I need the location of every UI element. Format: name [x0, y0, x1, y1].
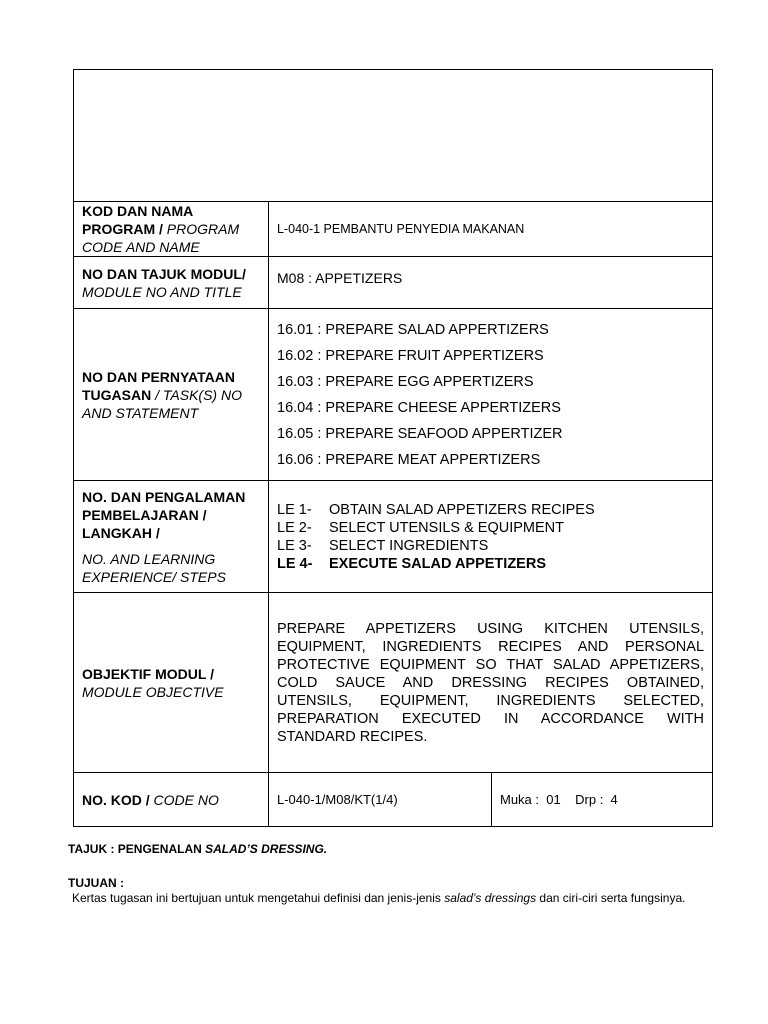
learning-row [74, 481, 713, 593]
tajuk-prefix: TAJUK : PENGENALAN [68, 842, 206, 856]
tasks-label-italic: / TASK(S) NO AND STATEMENT [82, 386, 242, 421]
page-number: Muka : 01 Drp : 4 [492, 773, 713, 827]
step-no: LE 4- [277, 555, 313, 572]
module-value: M08 : APPETIZERS [269, 257, 713, 309]
step-text: SELECT UTENSILS & EQUIPMENT [329, 519, 565, 536]
tujuan-heading: TUJUAN : [68, 876, 124, 890]
program-row [74, 202, 713, 257]
learning-step [277, 519, 704, 537]
tasks-label-bold: NO DAN PERNYATAAN TUGASAN [82, 368, 235, 403]
module-label-italic: MODULE NO AND TITLE [82, 283, 242, 300]
blank-header-row [74, 70, 713, 202]
learning-label-bold-2: LANGKAH / [82, 524, 160, 541]
objective-value: PREPARE APPETIZERS USING KITCHEN UTENSILS, EQUIPMENT, INGREDIENTS RECIPES AND PERSONAL PROTECTIVE EQUIPMENT SO THAT SALAD APPETIZERS, COLD SAUCE AND DRESSING RECIPES OBTAINED, UTENSILS, EQUIPMENT, INGREDIENTS SELECTED, PREPARATION EXECUTED IN ACCORDANCE WITH STANDARD RECIPES. [269, 593, 713, 773]
program-value: L-040-1 PEMBANTU PENYEDIA MAKANAN [269, 202, 713, 257]
task-item: 16.03 : PREPARE EGG APPERTIZERS [277, 373, 534, 390]
program-label [74, 202, 269, 257]
tajuk-italic: SALAD’S DRESSING. [205, 842, 328, 856]
step-text: EXECUTE SALAD APPETIZERS [329, 555, 546, 572]
program-label-italic: PROGRAM CODE AND NAME [82, 221, 240, 255]
module-label-bold: NO DAN TAJUK MODUL/ [82, 265, 246, 282]
tasks-row [74, 309, 713, 481]
code-value: L-040-1/M08/KT(1/4) [269, 773, 492, 827]
module-label [74, 257, 269, 309]
step-no: LE 3- [277, 537, 312, 554]
task-item: 16.06 : PREPARE MEAT APPERTIZERS [277, 451, 541, 468]
step-text: OBTAIN SALAD APPETIZERS RECIPES [329, 501, 595, 518]
task-item: 16.02 : PREPARE FRUIT APPERTIZERS [277, 347, 544, 364]
learning-step [277, 537, 704, 555]
task-item: 16.04 : PREPARE CHEESE APPERTIZERS [277, 399, 561, 416]
task-item: 16.01 : PREPARE SALAD APPERTIZERS [277, 321, 549, 338]
code-label-italic: CODE NO [149, 791, 219, 808]
learning-label [74, 481, 269, 593]
tujuan-text-before: Kertas tugasan ini bertujuan untuk mengetahui definisi dan jenis-jenis [72, 891, 445, 905]
learning-label-bold: NO. DAN PENGALAMAN PEMBELAJARAN / [82, 488, 246, 523]
learning-steps [269, 481, 713, 593]
objective-label-bold: OBJEKTIF MODUL / [82, 665, 214, 682]
tujuan-text-italic: salad’s dressings [444, 891, 537, 905]
tasks-label [74, 309, 269, 481]
step-no: LE 1- [277, 501, 312, 518]
learning-step [277, 501, 704, 519]
tajuk-heading [68, 841, 327, 857]
learning-step-current [277, 555, 704, 573]
code-label-bold: NO. KOD / [82, 791, 150, 808]
objective-row [74, 593, 713, 773]
objective-label-italic: MODULE OBJECTIVE [82, 683, 224, 700]
task-item: 16.05 : PREPARE SEAFOOD APPERTIZER [277, 425, 563, 442]
objective-label [74, 593, 269, 773]
tujuan-text-after: dan ciri-ciri serta fungsinya. [536, 891, 686, 905]
step-text: SELECT INGREDIENTS [329, 537, 489, 554]
blank-header-cell [74, 70, 713, 202]
module-info-table [73, 69, 713, 827]
program-label-bold: KOD DAN NAMA PROGRAM / [82, 203, 193, 237]
module-row [74, 257, 713, 309]
step-no: LE 2- [277, 519, 312, 536]
code-label [74, 773, 269, 827]
learning-label-italic: NO. AND LEARNING EXPERIENCE/ STEPS [82, 550, 226, 585]
tasks-list [269, 309, 713, 481]
tujuan-text [72, 890, 720, 906]
code-row [74, 773, 713, 827]
